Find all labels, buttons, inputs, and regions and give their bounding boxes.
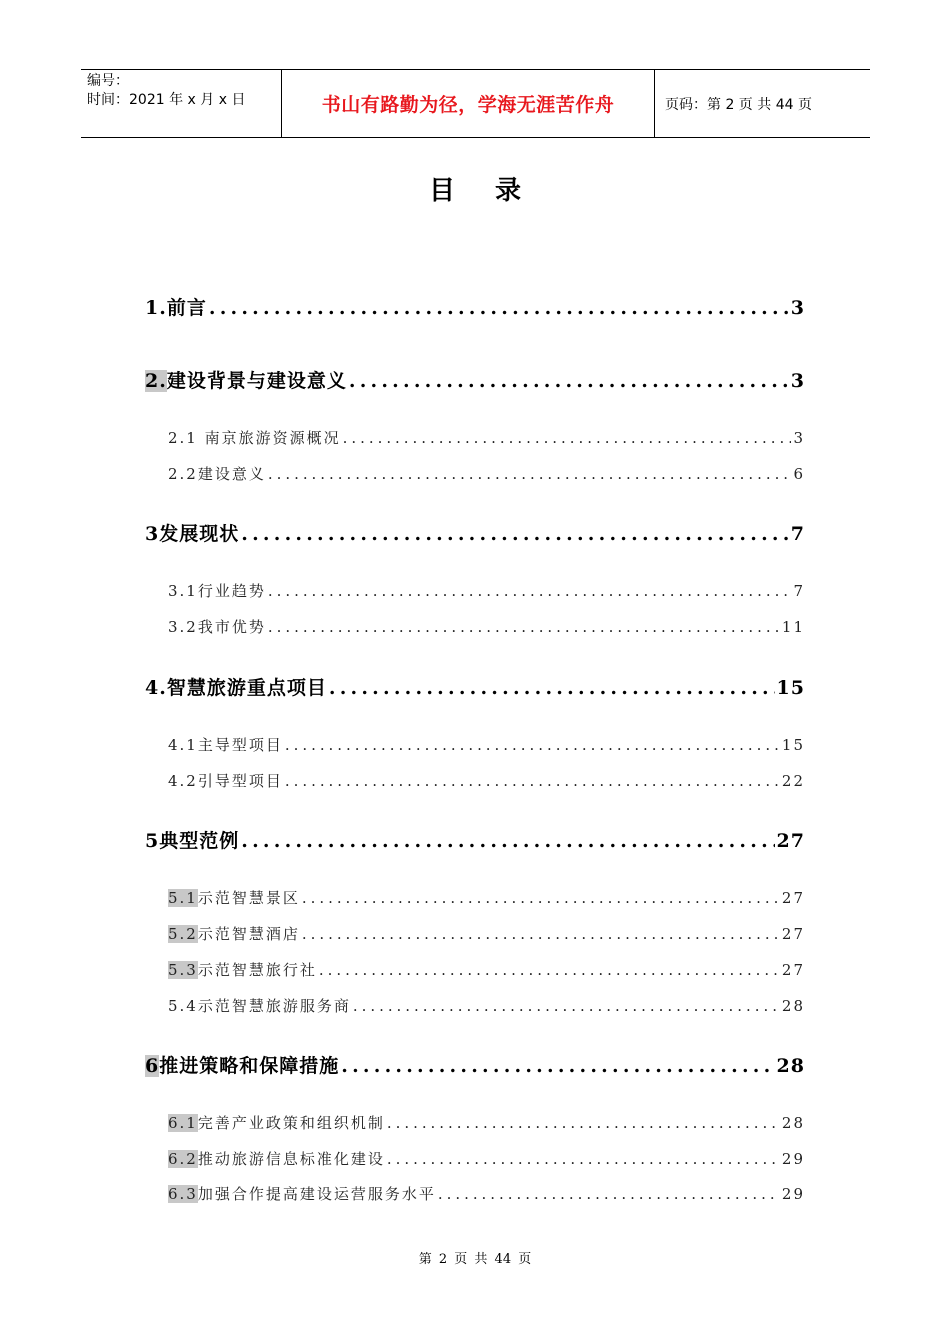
toc-entry-page: 11: [781, 618, 805, 636]
toc-entry-title: 智慧旅游重点项目: [166, 677, 327, 699]
toc-entry-number: 5: [145, 830, 160, 852]
toc-entry-2-1[interactable]: [145, 427, 805, 448]
toc-leader-dots: [268, 465, 792, 483]
toc-entry-title: 加强合作提高建设运营服务水平: [197, 1185, 436, 1203]
toc-entry-2-2[interactable]: [145, 463, 805, 484]
toc-entry-6[interactable]: [145, 1051, 805, 1078]
toc-entry-title: 主导型项目: [197, 736, 283, 754]
toc-entry-page: 3: [793, 429, 805, 447]
toc-entry-number: 4.2: [168, 772, 198, 790]
toc-leader-dots: [302, 925, 780, 943]
toc-entry-page: 15: [776, 677, 805, 699]
toc-entry-number: 3.1: [168, 582, 198, 600]
toc-leader-dots: [285, 736, 780, 754]
toc-entry-page: 22: [781, 772, 805, 790]
toc-leader-dots: [438, 1185, 780, 1203]
toc-entry-2[interactable]: [145, 366, 805, 393]
toc-entry-title: 发展现状: [159, 523, 240, 545]
toc-entry-3-2[interactable]: [145, 616, 805, 637]
toc-entry-title: 前言: [166, 297, 207, 319]
toc-entry-number: 6.1: [168, 1114, 198, 1132]
toc-entry-page: 29: [781, 1150, 805, 1168]
toc-leader-dots: [349, 370, 789, 392]
toc-entry-5-1[interactable]: [145, 887, 805, 908]
toc-leader-dots: [241, 523, 789, 545]
toc-entry-title: 示范智慧景区: [197, 889, 300, 907]
toc-entry-title: 建设意义: [197, 465, 266, 483]
toc-leader-dots: [268, 618, 780, 636]
toc-entry-4-1[interactable]: [145, 734, 805, 755]
toc-entry-3-1[interactable]: [145, 580, 805, 601]
toc-entry-page: 3: [790, 370, 805, 392]
toc-leader-dots: [209, 297, 789, 319]
toc-entry-number: 5.1: [168, 889, 198, 907]
toc-entry-page: 28: [776, 1055, 805, 1077]
toc-entry-6-2[interactable]: [145, 1148, 805, 1169]
toc-entry-4[interactable]: [145, 673, 805, 700]
toc-entry-number: 4.1: [168, 736, 198, 754]
toc-leader-dots: [353, 997, 780, 1015]
toc-entry-page: 29: [781, 1185, 805, 1203]
toc-entry-page: 7: [790, 523, 805, 545]
toc-entry-page: 27: [781, 961, 805, 979]
toc-leader-dots: [341, 1055, 774, 1077]
document-number-label: 编号：: [87, 73, 129, 89]
toc-leader-dots: [387, 1114, 780, 1132]
toc-entry-page: 3: [790, 297, 805, 319]
toc-entry-5-4[interactable]: [145, 995, 805, 1016]
toc-entry-number: 3: [145, 523, 160, 545]
toc-leader-dots: [343, 429, 792, 447]
toc-entry-number: 1.: [145, 297, 167, 319]
toc-entry-number: 2.2: [168, 465, 198, 483]
toc-entry-page: 27: [781, 889, 805, 907]
toc-entry-number: 6.2: [168, 1150, 198, 1168]
header-meta: [81, 70, 282, 137]
toc-leader-dots: [285, 772, 780, 790]
toc-leader-dots: [387, 1150, 780, 1168]
header-page-info: 页码：第 2 页 共 44 页: [665, 96, 812, 113]
toc-entry-title: 完善产业政策和组织机制: [197, 1114, 385, 1132]
toc-leader-dots: [329, 677, 775, 699]
toc-entry-6-3[interactable]: [145, 1183, 805, 1204]
toc-entry-title: 行业趋势: [197, 582, 266, 600]
toc-entry-number: 2.: [145, 370, 167, 392]
toc-entry-title: 示范智慧旅游服务商: [197, 997, 351, 1015]
toc-entry-page: 7: [793, 582, 805, 600]
toc-leader-dots: [319, 961, 780, 979]
toc-entry-title: 示范智慧旅行社: [197, 961, 317, 979]
toc-entry-number: 2.1: [168, 429, 198, 447]
toc-entry-title: 我市优势: [197, 618, 266, 636]
toc-leader-dots: [268, 582, 792, 600]
toc-entry-number: 4.: [145, 677, 167, 699]
toc-entry-page: 15: [781, 736, 805, 754]
toc-entry-title: 南京旅游资源概况: [197, 429, 341, 447]
toc-entry-title: 推动旅游信息标准化建设: [197, 1150, 385, 1168]
page-header: [81, 69, 870, 138]
toc-entry-page: 6: [793, 465, 805, 483]
page-title: 目录: [428, 176, 561, 206]
toc-entry-number: 3.2: [168, 618, 198, 636]
toc-entry-number: 5.2: [168, 925, 198, 943]
toc-entry-title: 示范智慧酒店: [197, 925, 300, 943]
toc-entry-number: 6.3: [168, 1185, 198, 1203]
toc-entry-page: 27: [776, 830, 805, 852]
toc-entry-5-3[interactable]: [145, 959, 805, 980]
toc-entry-1[interactable]: [145, 293, 805, 320]
toc-entry-number: 6: [145, 1055, 160, 1077]
document-time: 时间：2021 年 x 月 x 日: [87, 92, 246, 108]
toc-leader-dots: [302, 889, 780, 907]
toc-entry-page: 27: [781, 925, 805, 943]
toc-entry-title: 建设背景与建设意义: [166, 370, 347, 392]
page-footer: 第 2 页 共 44 页: [418, 1252, 532, 1267]
toc-entry-title: 典型范例: [159, 830, 240, 852]
toc-entry-page: 28: [781, 997, 805, 1015]
toc-entry-3[interactable]: [145, 519, 805, 546]
toc-entry-5-2[interactable]: [145, 923, 805, 944]
toc-entry-number: 5.4: [168, 997, 198, 1015]
toc-leader-dots: [241, 830, 774, 852]
header-motto: 书山有路勤为径，学海无涯苦作舟: [282, 70, 655, 137]
toc-entry-6-1[interactable]: [145, 1112, 805, 1133]
toc-entry-number: 5.3: [168, 961, 198, 979]
toc-entry-4-2[interactable]: [145, 770, 805, 791]
toc-entry-title: 引导型项目: [197, 772, 283, 790]
toc-entry-title: 推进策略和保障措施: [159, 1055, 340, 1077]
toc-entry-5[interactable]: [145, 826, 805, 853]
toc-entry-page: 28: [781, 1114, 805, 1132]
